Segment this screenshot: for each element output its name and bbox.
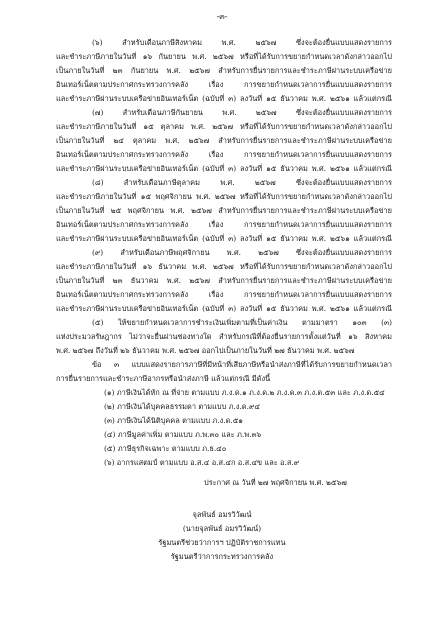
page-number: -๓- bbox=[216, 12, 228, 21]
text-line: แห่งประมวลรัษฎากร ไม่ว่าจะยื่นผ่านช่องทางใด สำหรับกรณีที่ต้องยื่นรายการตั้งแต่วันที่ ๑๖ สิงหาคม bbox=[56, 332, 392, 341]
text-line: เป็นภายในวันที่ ๒๕ พฤศจิกายน พ.ศ. ๒๕๖๗ สำหรับการยื่นรายการและชำระภาษีผ่านระบบเครือข่าย bbox=[56, 206, 392, 215]
text-line: อินเทอร์เน็ตตามประกาศกระทรวงการคลัง เรื่อง การขยายกำหนดเวลาการยื่นแบบแสดงรายการ bbox=[56, 150, 392, 159]
document-body bbox=[56, 36, 392, 490]
text-line: อินเทอร์เน็ตตามประกาศกระทรวงการคลัง เรื่อง การขยายกำหนดเวลาการยื่นแบบแสดงรายการ bbox=[56, 220, 392, 229]
text-line: (๖) สำหรับเดือนภาษีสิงหาคม พ.ศ. ๒๕๖๗ ซึ่งจะต้องยื่นแบบแสดงรายการ bbox=[92, 38, 392, 47]
text-line: และชำระภาษีภายในวันที่ ๑๖ กันยายน พ.ศ. ๒๕๖๗ หรือที่ได้รับการขยายกำหนดเวลาดังกล่าวออกไป bbox=[56, 52, 392, 61]
text-line: พ.ศ. ๒๕๖๗ ถึงวันที่ ๒๖ ธันวาคม พ.ศ. ๒๕๖๗ ออกไปเป็นภายในวันที่ ๒๗ ธันวาคม พ.ศ. ๒๕๖๗ bbox=[56, 346, 355, 355]
text-line: และชำระภาษีภายในวันที่ ๑๕ ตุลาคม พ.ศ. ๒๕๖๗ หรือที่ได้รับการขยายกำหนดเวลาดังกล่าวออกไป bbox=[56, 122, 392, 131]
text-line: และชำระภาษีผ่านระบบเครือข่ายอินเทอร์เน็ต (ฉบับที่ ๓) ลงวันที่ ๑๕ ธันวาคม พ.ศ. ๒๕๖๑ แล้วแต่กรณี bbox=[56, 304, 392, 313]
text-line: ข้อ ๓ แบบแสดงรายการภาษีที่มีหน้าที่เสียภาษีหรือนำส่งภาษีที่ได้รับการขยายกำหนดเวลา bbox=[92, 360, 392, 369]
text-line: (๘) สำหรับเดือนภาษีตุลาคม พ.ศ. ๒๕๖๗ ซึ่งจะต้องยื่นแบบแสดงรายการ bbox=[92, 178, 392, 187]
form-list-item: (๖) อากรแสตมป์ ตามแบบ อ.ส.๔ อ.ส.๔ก อ.ส.๔ข และ อ.ส.๙ bbox=[104, 458, 300, 467]
text-line: เป็นภายในวันที่ ๒๓ กันยายน พ.ศ. ๒๕๖๗ สำหรับการยื่นรายการและชำระภาษีผ่านระบบเครือข่าย bbox=[56, 66, 392, 75]
text-line: และชำระภาษีผ่านระบบเครือข่ายอินเทอร์เน็ต (ฉบับที่ ๓) ลงวันที่ ๑๕ ธันวาคม พ.ศ. ๒๕๖๑ แล้วแต่กรณี bbox=[56, 94, 392, 103]
text-line: (๕) ให้ขยายกำหนดเวลาการชำระเงินเพิ่มตามที่เป็นค่าเงิน ตามมาตรา ๑๐๓ (๓) bbox=[92, 318, 392, 327]
text-line: และชำระภาษีผ่านระบบเครือข่ายอินเทอร์เน็ต (ฉบับที่ ๓) ลงวันที่ ๑๕ ธันวาคม พ.ศ. ๒๕๖๑ แล้วแต่กรณี bbox=[56, 164, 392, 173]
paragraph-block bbox=[56, 36, 392, 386]
form-list bbox=[56, 386, 392, 470]
text-line: (๗) สำหรับเดือนภาษีกันยายน พ.ศ. ๒๕๖๗ ซึ่งจะต้องยื่นแบบแสดงรายการ bbox=[92, 108, 392, 117]
form-list-item: (๓) ภาษีเงินได้นิติบุคคล ตามแบบ ภ.ง.ด.๕๑ bbox=[104, 416, 244, 425]
signer-name-parenthetical: (นายจุลพันธ์ อมรวิวัฒน์) bbox=[182, 524, 262, 533]
text-line: เป็นภายในวันที่ ๒๓ ธันวาคม พ.ศ. ๒๕๖๗ สำหรับการยื่นรายการและชำระภาษีผ่านระบบเครือข่าย bbox=[56, 276, 392, 285]
signature-block bbox=[0, 508, 444, 564]
text-line: เป็นภายในวันที่ ๒๔ ตุลาคม พ.ศ. ๒๕๖๗ สำหรับการยื่นรายการและชำระภาษีผ่านระบบเครือข่าย bbox=[56, 136, 392, 145]
text-line: และชำระภาษีภายในวันที่ ๑๖ ธันวาคม พ.ศ. ๒๕๖๗ หรือที่ได้รับการขยายกำหนดเวลาดังกล่าวออกไป bbox=[56, 262, 392, 271]
text-line: และชำระภาษีภายในวันที่ ๑๕ พฤศจิกายน พ.ศ. ๒๕๖๗ หรือที่ได้รับการขยายกำหนดเวลาดังกล่าวออกไป bbox=[56, 192, 392, 201]
text-line: อินเทอร์เน็ตตามประกาศกระทรวงการคลัง เรื่อง การขยายกำหนดเวลาการยื่นแบบแสดงรายการ bbox=[56, 80, 392, 89]
text-line: การยื่นรายการและชำระภาษีอากรหรือนำส่งภาษี แล้วแต่กรณี มีดังนี้ bbox=[56, 374, 271, 383]
text-line: อินเทอร์เน็ตตามประกาศกระทรวงการคลัง เรื่อง การขยายกำหนดเวลาการยื่นแบบแสดงรายการ bbox=[56, 290, 392, 299]
signer-title-1: รัฐมนตรีช่วยว่าการฯ ปฏิบัติราชการแทน bbox=[158, 538, 286, 547]
form-list-item: (๔) ภาษีมูลค่าเพิ่ม ตามแบบ ภ.พ.๓๐ และ ภ.พ.๓๖ bbox=[104, 430, 262, 439]
text-line: (๙) สำหรับเดือนภาษีพฤศจิกายน พ.ศ. ๒๕๖๗ ซึ่งจะต้องยื่นแบบแสดงรายการ bbox=[92, 248, 392, 257]
form-list-item: (๑) ภาษีเงินได้หัก ณ ที่จ่าย ตามแบบ ภ.ง.ด.๑ ภ.ง.ด.๒ ภ.ง.ด.๓ ภ.ง.ด.๕๓ และ ภ.ง.ด.๕๔ bbox=[104, 388, 385, 397]
signer-name: จุลพันธ์ อมรวิวัฒน์ bbox=[192, 510, 252, 519]
text-line: และชำระภาษีผ่านระบบเครือข่ายอินเทอร์เน็ต (ฉบับที่ ๓) ลงวันที่ ๑๕ ธันวาคม พ.ศ. ๒๕๖๑ แล้วแต่กรณี bbox=[56, 234, 392, 243]
form-list-item: (๒) ภาษีเงินได้บุคคลธรรมดา ตามแบบ ภ.ง.ด.๙๔ bbox=[104, 402, 260, 411]
form-list-item: (๕) ภาษีธุรกิจเฉพาะ ตามแบบ ภ.ธ.๔๐ bbox=[104, 444, 227, 453]
signer-title-2: รัฐมนตรีว่าการกระทรวงการคลัง bbox=[170, 552, 274, 561]
announcement-line: ประกาศ ณ วันที่ ๒๗ พฤศจิกายน พ.ศ. ๒๕๖๗ bbox=[204, 478, 347, 487]
